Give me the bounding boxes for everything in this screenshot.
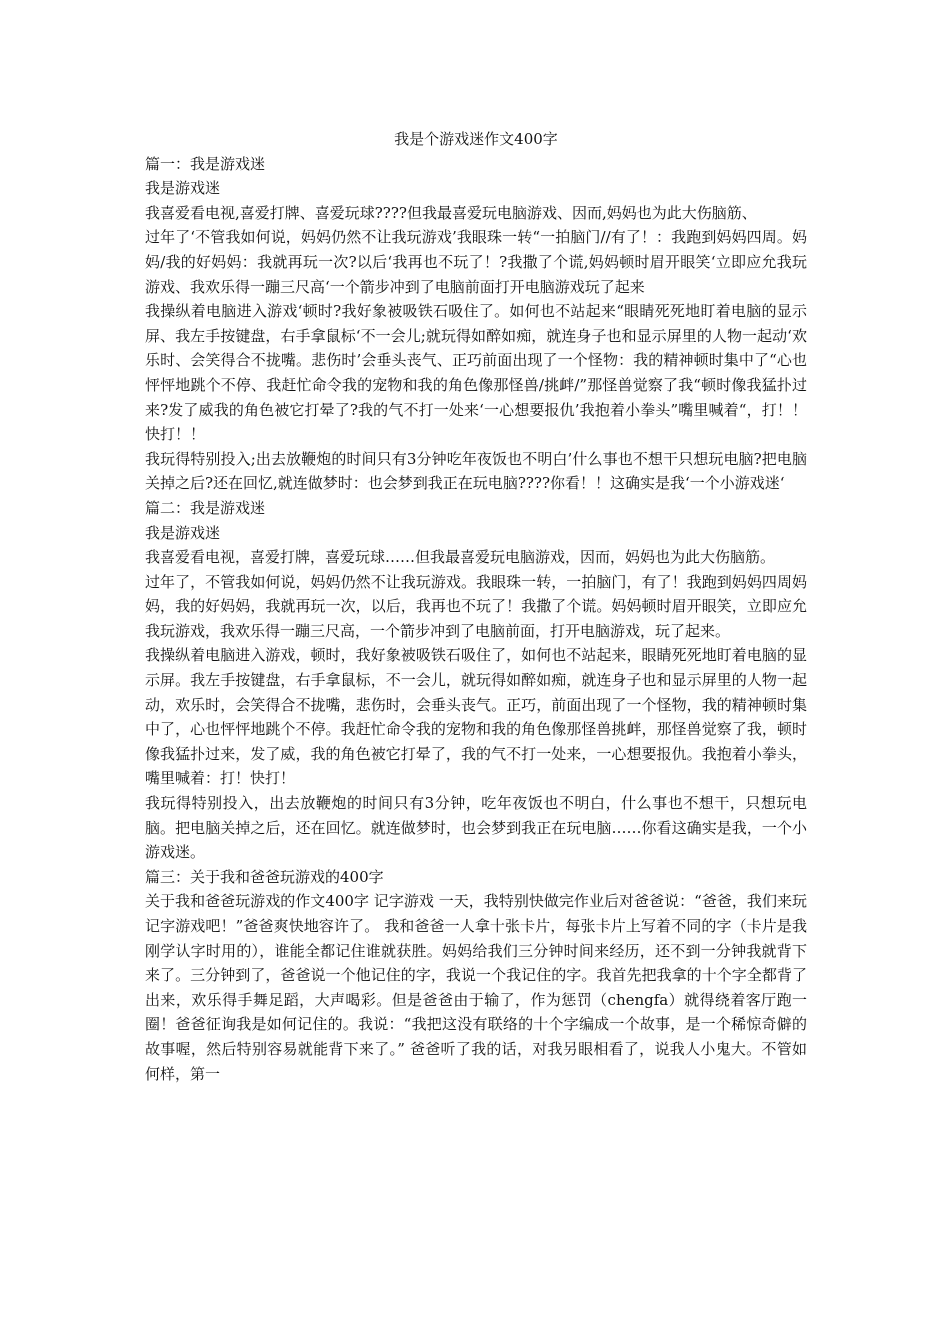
document-title: 我是个游戏迷作文400字 [394, 130, 558, 148]
paragraph: 过年了，不管我如何说，妈妈仍然不让我玩游戏。我眼珠一转，一拍脑门，有了！我跑到妈妈四周妈妈，我的好妈妈，我就再玩一次，以后，我再也不玩了！我撒了个谎。妈妈顿时眉开眼笑，立即应允我玩游戏，我欢乐得一蹦三尺高，一个箭步冲到了电脑前面，打开电脑游戏，玩了起来。 [145, 572, 807, 640]
paragraph: 关于我和爸爸玩游戏的作文400字 记字游戏 一天，我特别快做完作业后对爸爸说：“爸爸，我们来玩记字游戏吧！”爸爸爽快地容许了。 我和爸爸一人拿十张卡片，每张卡片上写着不同的字（卡片是我刚学认字时用的），谁能全都记住谁就获胜。妈妈给我们三分钟时间来经历，还不到一分钟我就背下来了。三分钟到了，爸爸说一个他记住的字，我说一个我记住的字。我首先把我拿的十个字全都背了出来，欢乐得手舞足蹈，大声喝彩。但是爸爸由于输了，作为惩罚（chengfa）就得绕着客厅跑一圈！爸爸征询我是如何记住的。我说：“我把这没有联络的十个字编成一个故事，是一个稀惊奇僻的故事喔，然后特别容易就能背下来了。” 爸爸听了我的话，对我另眼相看了，说我人小鬼大。不管如何样，第一 [145, 892, 807, 1083]
paragraph: 我操纵着电脑进入游戏‘顿时?我好象被吸铁石吸住了。如何也不站起来“眼睛死死地盯着电脑的显示屏、我左手按键盘，右手拿鼠标‘不一会儿;就玩得如醉如痴，就连身子也和显示屏里的人物一起动‘欢乐时、会笑得合不拢嘴。悲伤时’会垂头丧气、正巧前面出现了一个怪物：我的精神顿时集中了“心也怦怦地跳个不停、我赶忙命令我的宠物和我的角色像那怪兽/挑衅/”那怪兽觉察了我“顿时像我猛扑过来?发了威我的角色被它打晕了?我的气不打一处来‘一心想要报仇’我抱着小拳头”嘴里喊着“，打！！快打！！ [145, 302, 807, 444]
paragraph: 我玩得特别投入，出去放鞭炮的时间只有3分钟，吃年夜饭也不明白，什么事也不想干，只想玩电脑。把电脑关掉之后，还在回忆。就连做梦时，也会梦到我正在玩电脑……你看这确实是我，一个小游戏迷。 [145, 794, 807, 862]
paragraph: 过年了‘不管我如何说，妈妈仍然不让我玩游戏’我眼珠一转“一拍脑门//有了！：我跑到妈妈四周。妈妈/我的好妈妈：我就再玩一次?以后‘我再也不玩了！?我撒了个谎,妈妈顿时眉开眼笑‘立即应允我玩游戏、我欢乐得一蹦三尺高‘一个箭步冲到了电脑前面打开电脑游戏玩了起来 [145, 228, 807, 296]
paragraph: 篇二：我是游戏迷 [145, 498, 266, 517]
paragraph: 篇三：关于我和爸爸玩游戏的400字 [145, 867, 384, 886]
paragraph: 我是游戏迷 [145, 179, 221, 198]
paragraph: 篇一：我是游戏迷 [145, 154, 266, 173]
paragraph: 我喜爱看电视，喜爱打牌，喜爱玩球……但我最喜爱玩电脑游戏，因而，妈妈也为此大伤脑筋。 [145, 548, 776, 567]
paragraph: 我喜爱看电视,喜爱打牌、喜爱玩球????但我最喜爱玩电脑游戏、因而,妈妈也为此大伤脑筋、 [145, 203, 757, 222]
paragraph: 我操纵着电脑进入游戏，顿时，我好象被吸铁石吸住了，如何也不站起来，眼睛死死地盯着电脑的显示屏。我左手按键盘，右手拿鼠标，不一会儿，就玩得如醉如痴，就连身子也和显示屏里的人物一起动，欢乐时，会笑得合不拢嘴，悲伤时，会垂头丧气。正巧，前面出现了一个怪物，我的精神顿时集中了，心也怦怦地跳个不停。我赶忙命令我的宠物和我的角色像那怪兽挑衅，那怪兽觉察了我，顿时像我猛扑过来，发了威，我的角色被它打晕了，我的气不打一处来，一心想要报仇。我抱着小拳头，嘴里喊着：打！快打！ [145, 646, 807, 788]
document-page [145, 127, 807, 1086]
paragraph: 我玩得特别投入;出去放鞭炮的时间只有3分钟吃年夜饭也不明白’什么事也不想干只想玩电脑?把电脑关掉之后?还在回忆,就连做梦时：也会梦到我正在玩电脑????你看！！这确实是我‘一个小游戏迷‘ [145, 449, 807, 493]
paragraph: 我是游戏迷 [145, 523, 221, 542]
